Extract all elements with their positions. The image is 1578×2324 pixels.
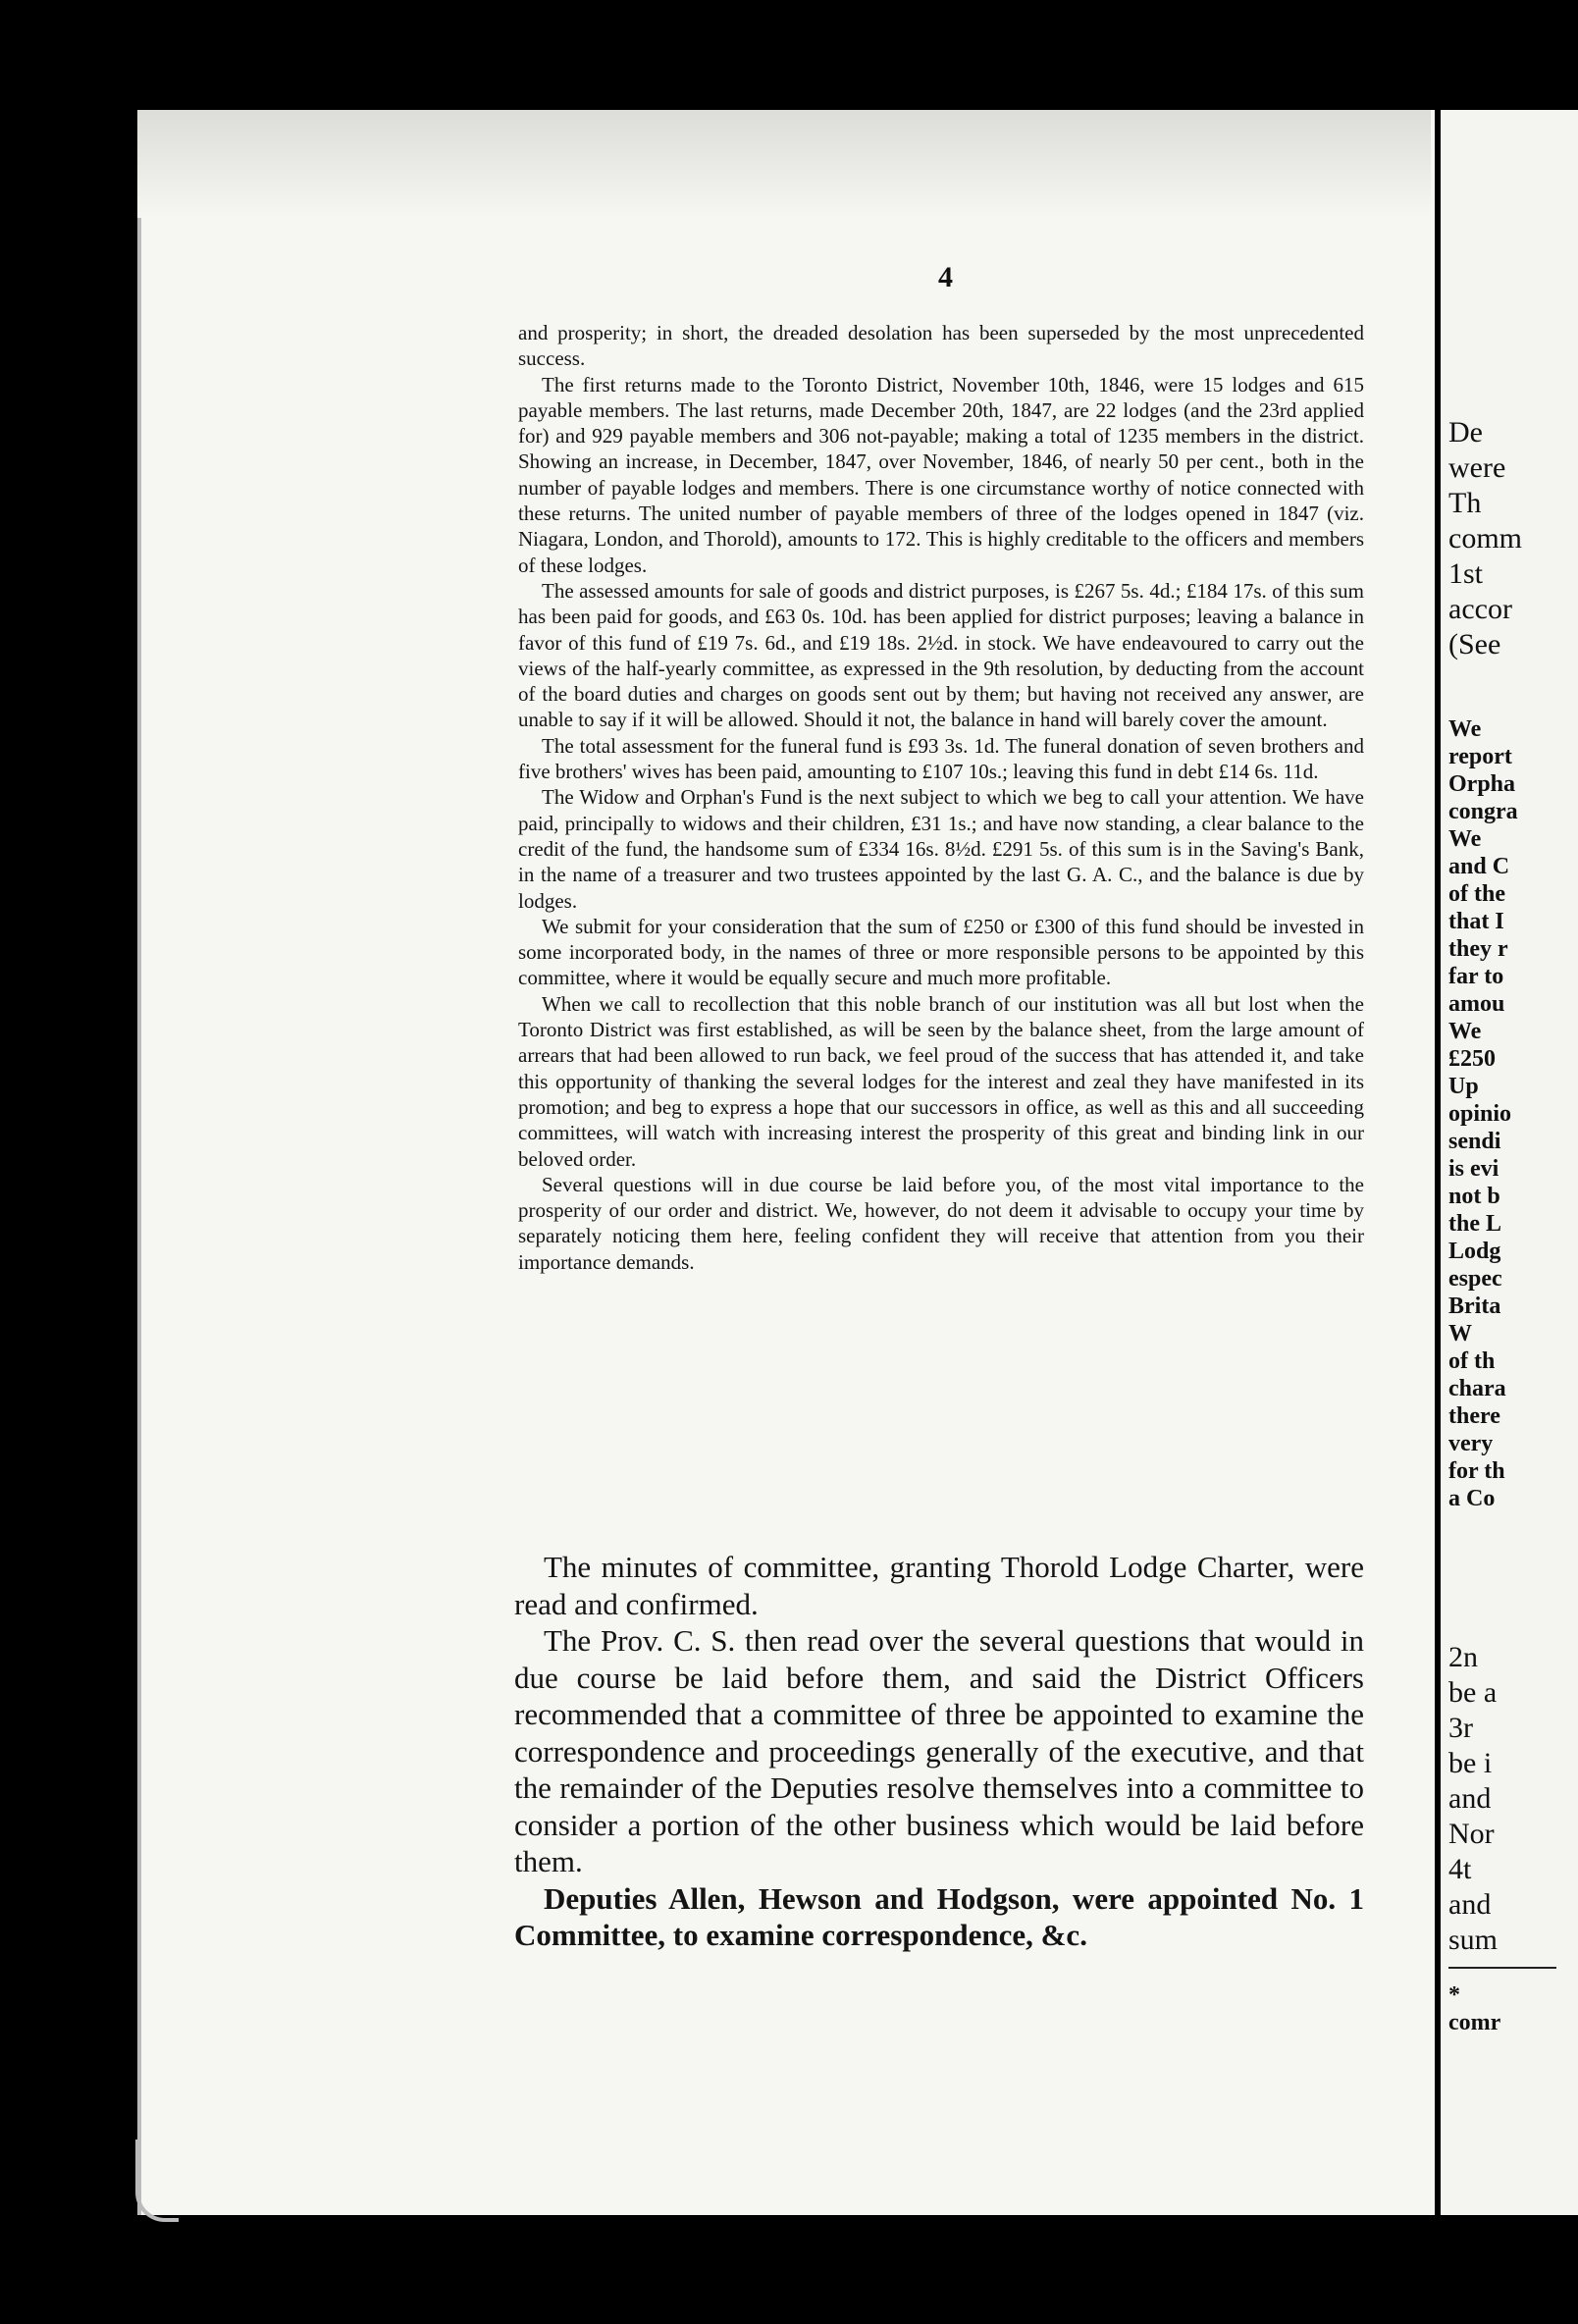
fragment: that I xyxy=(1448,909,1504,934)
fragment: very xyxy=(1448,1431,1494,1456)
fragment: W xyxy=(1448,1321,1472,1347)
fragment: accor xyxy=(1448,593,1512,625)
adjacent-page xyxy=(1441,110,1578,2215)
fragment: they r xyxy=(1448,936,1508,962)
fragment: Th xyxy=(1448,487,1482,519)
fragment: espec xyxy=(1448,1266,1502,1292)
fragment: Nor xyxy=(1448,1818,1495,1850)
fragment: report xyxy=(1448,744,1512,769)
fragment: 2n xyxy=(1448,1641,1478,1673)
fragment: be a xyxy=(1448,1676,1498,1709)
minutes-text xyxy=(514,1549,1364,1954)
footnote-rule xyxy=(1448,1967,1556,1969)
fragment: sendi xyxy=(1448,1129,1501,1154)
fragment: for th xyxy=(1448,1458,1505,1484)
fragment: 3r xyxy=(1448,1712,1473,1744)
fragment: not b xyxy=(1448,1184,1500,1209)
fragment: were xyxy=(1448,451,1506,484)
paragraph: The Widow and Orphan's Fund is the next subject to which we beg to call your attention. We have paid, principally to widows and their children, £31 1s.; and have now standing, a clear balance to the credit of the fund, the handsome sum of £334 16s. 8½d. £291 5s. of this sum is in the Saving's Bank, in the name of a treasurer and two trustees appointed by the last G. A. C., and the balance is due by lodges. xyxy=(518,785,1364,913)
page-fold-shadow xyxy=(137,110,1431,218)
fragment: £250 xyxy=(1448,1046,1496,1072)
paragraph: The assessed amounts for sale of goods and district purposes, is £267 5s. 4d.; £184 17s. of this sum has been paid for goods, and £63 0s. 10d. has been applied for district purposes; leaving a balance in favor of this fund of £19 7s. 6d., and £19 18s. 2½d. in stock. We have endeavoured to carry out the views of the half-yearly committee, as expressed in the 9th resolution, by deducting from the account of the board duties and charges on goods sent out by them; but having not received any answer, are unable to say if it will be allowed. Should it not, the balance in hand will barely cover the amount. xyxy=(518,578,1364,732)
fragment: and xyxy=(1448,1888,1492,1921)
fragment: sum xyxy=(1448,1924,1499,1956)
fragment: be i xyxy=(1448,1747,1493,1779)
fragment: Lodg xyxy=(1448,1239,1501,1264)
fragment: congra xyxy=(1448,799,1518,824)
page-number: 4 xyxy=(938,261,953,293)
fragment: We xyxy=(1448,826,1482,852)
fragment: far to xyxy=(1448,964,1504,989)
fragment: a Co xyxy=(1448,1486,1496,1511)
fragment: * xyxy=(1448,1982,1460,2008)
page-curl xyxy=(135,2139,179,2222)
fragment: 1st xyxy=(1448,557,1484,590)
fragment: (See xyxy=(1448,628,1501,660)
paragraph: When we call to recollection that this noble branch of our institution was all but lost when the Toronto District was first established, as will be seen by the balance sheet, from the large amount of arrears that had been allowed to run back, we feel proud of the success that has attended it, and take this opportunity of thanking the several lodges for the interest and zeal they have manifested in its promotion; and beg to express a hope that our successors in office, as well as this and all succeeding committees, will watch with increasing interest the prosperity of this great and binding link in our beloved order. xyxy=(518,991,1364,1171)
paragraph: The minutes of committee, granting Thorold Lodge Charter, were read and confirmed. xyxy=(514,1550,1364,1621)
fragment: chara xyxy=(1448,1376,1506,1401)
fragment: amou xyxy=(1448,991,1505,1017)
report-text xyxy=(518,320,1364,1275)
paragraph: We submit for your consideration that the sum of £250 or £300 of this fund should be invested in some incorporated body, in the names of three or more responsible persons to be appointed by this committee, where it would be equally secure and much more profitable. xyxy=(518,914,1364,990)
fragment: and C xyxy=(1448,854,1510,879)
fragment: and xyxy=(1448,1782,1492,1815)
fragment: Up xyxy=(1448,1074,1479,1099)
paragraph: The total assessment for the funeral fund is £93 3s. 1d. The funeral donation of seven brothers and five brothers' wives has been paid, amounting to £107 10s.; leaving this fund in debt £14 6s. 11d. xyxy=(518,733,1364,784)
fragment: there xyxy=(1448,1403,1500,1429)
fragment: comm xyxy=(1448,522,1522,555)
fragment: comr xyxy=(1448,2010,1501,2035)
fragment: De xyxy=(1448,416,1483,449)
fragment: 4t xyxy=(1448,1853,1472,1885)
paragraph: The Prov. C. S. then read over the several questions that would in due course be laid before them, and said the District Officers recommended that a committee of three be appointed to examine the correspondence and proceedings generally of the executive, and that the remainder of the Deputies resolve themselves into a committee to consider a portion of the other business which would be laid before them. xyxy=(514,1623,1364,1878)
fragment: We xyxy=(1448,1019,1482,1044)
fragment: of th xyxy=(1448,1348,1496,1374)
fragment: opinio xyxy=(1448,1101,1512,1127)
fragment: We xyxy=(1448,716,1482,742)
paragraph: Deputies Allen, Hewson and Hodgson, were appointed No. 1 Committee, to examine correspondence, &c. xyxy=(514,1880,1364,1952)
fragment: Brita xyxy=(1448,1294,1501,1319)
fragment: the L xyxy=(1448,1211,1501,1237)
fragment: Orpha xyxy=(1448,771,1516,797)
paragraph: Several questions will in due course be laid before you, of the most vital importance to the prosperity of our order and district. We, however, do not deem it advisable to occupy your time by separately noticing them here, feeling confident they will receive that attention from you their importance demands. xyxy=(518,1172,1364,1274)
fragment: is evi xyxy=(1448,1156,1499,1182)
paragraph: and prosperity; in short, the dreaded desolation has been superseded by the most unprecedented success. xyxy=(518,321,1364,371)
paragraph: The first returns made to the Toronto District, November 10th, 1846, were 15 lodges and 615 payable members. The last returns, made December 20th, 1847, are 22 lodges (and the 23rd applied for) and 929 payable members and 306 not-payable; making a total of 1235 members in the district. Showing an increase, in December, 1847, over November, 1846, of nearly 50 per cent., both in the number of payable lodges and members. There is one circumstance worthy of notice connected with these returns. The united number of payable members of three of the lodges opened in 1847 (viz. Niagara, London, and Thorold), amounts to 172. This is highly creditable to the officers and members of these lodges. xyxy=(518,372,1364,577)
fragment: of the xyxy=(1448,881,1505,907)
